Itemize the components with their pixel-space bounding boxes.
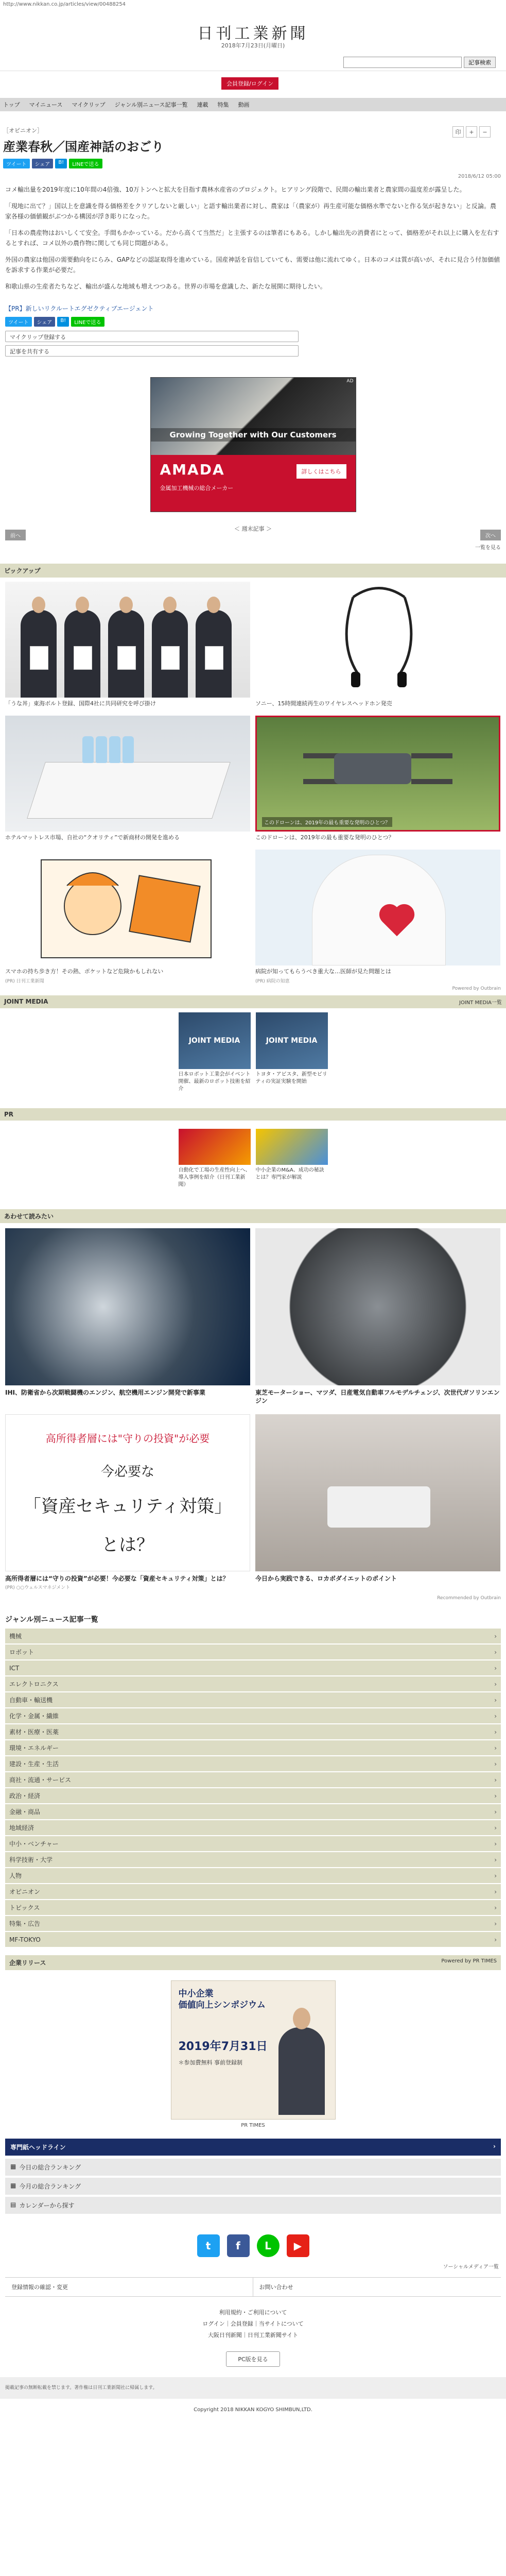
- pickup-card[interactable]: [5, 716, 250, 843]
- chevron-right-icon: ›: [494, 1712, 497, 1720]
- ad-cta-button[interactable]: 詳しくはこちら: [296, 464, 346, 479]
- genre-item[interactable]: [5, 1772, 501, 1788]
- chevron-right-icon: ›: [494, 1760, 497, 1768]
- chevron-right-icon: ›: [494, 1728, 497, 1736]
- article-paragraph: コメ輸出量を2019年度に10年間の4倍強、10万トンへと拡大を目指す農林水産省のプロジェクト。ヒアリング段階で、民間の輸出業者と農家間の温度差が露呈した。: [5, 186, 466, 193]
- facebook-share-button[interactable]: シェア: [32, 159, 54, 168]
- article-body: [0, 184, 506, 292]
- genre-label: 金融・商品: [9, 1808, 41, 1816]
- recommend-card[interactable]: [255, 1414, 500, 1590]
- genre-label: MF-TOKYO: [9, 1936, 41, 1943]
- line-share-button[interactable]: LINEで送る: [69, 159, 102, 168]
- recommend-image: [255, 1228, 500, 1385]
- genre-item[interactable]: [5, 1836, 501, 1852]
- genre-label: 素材・医療・医薬: [9, 1728, 59, 1736]
- recommend-caption[interactable]: 高所得者層には“守りの投資”が必要！今必要な「資産セキュリティ対策」とは？: [5, 1575, 229, 1582]
- pickup-header: ピックアップ: [0, 564, 506, 578]
- headline-bar-label: 専門紙ヘッドライン: [10, 2144, 66, 2151]
- article-paragraph: 「日本の農産物はおいしくて安全。手間もかかっている。だから高くて当然だ」と主張するのは筆者にもある。しかし輸出先の消費者にとって、価格差がそれ以上に購入を左右するとすれば、コメ以外の農作物に関しても同じ問題がある。: [5, 229, 499, 247]
- pickup-caption[interactable]: ホテルマットレス市場、自社の“クオリティ”で新商材の開発を進める: [5, 834, 180, 841]
- article-paragraph: 「現地に出て？」国以上を意識を得る価格差をクリアしないと厳しい」と語す輸出業者に対し、農家は「（農家が）再生産可能な価格水準でないと作る気が起きない」と反論。農家各様の価値観がぶつかる構図が浮き彫りになった。: [5, 202, 497, 220]
- pr-card[interactable]: [256, 1129, 328, 1189]
- genre-item[interactable]: [5, 1708, 501, 1724]
- youtube-icon[interactable]: ▶: [287, 2234, 309, 2257]
- genre-list: [5, 1629, 501, 1948]
- article-paragraph: 和歌山県の生産者たちなど、輸出が盛んな地域も増えつつある。世界の市場を意識した、新たな展開に期待したい。: [5, 283, 326, 290]
- pr-text: 自動化で工場の生産性向上へ、導入事例を紹介（日刊工業新聞）: [178, 1167, 251, 1188]
- share-article-button[interactable]: 記事を共有する: [5, 345, 299, 357]
- pickup-card[interactable]: [5, 850, 250, 984]
- pickup-card[interactable]: [255, 716, 500, 843]
- twitter-icon[interactable]: t: [197, 2234, 220, 2257]
- chevron-right-icon: ›: [494, 1808, 497, 1816]
- corp-release-header: [5, 1955, 501, 1970]
- next-article-button[interactable]: 次へ: [480, 530, 501, 540]
- genre-label: 中小・ベンチャー: [9, 1840, 59, 1848]
- chevron-right-icon: ›: [494, 1872, 497, 1879]
- genre-label: エレクトロニクス: [9, 1681, 59, 1688]
- genre-item[interactable]: [5, 1756, 501, 1772]
- article-date: 2018/6/12 05:00: [458, 174, 501, 179]
- ranking-icon: ▦: [10, 2163, 16, 2170]
- chevron-right-icon: ›: [494, 1840, 497, 1848]
- chevron-right-icon: ›: [494, 1920, 497, 1927]
- date-line: 2018年7月23日(月曜日): [221, 42, 285, 49]
- monthly-ranking-link[interactable]: [5, 2178, 501, 2195]
- url-text: http://www.nikkan.co.jp/articles/view/00488254: [3, 2, 126, 7]
- genre-item[interactable]: [5, 1868, 501, 1884]
- pickup-caption[interactable]: スマホの持ち歩き方！その熱、ポケットなど危険かもしれない: [5, 968, 164, 975]
- footer-nav-line[interactable]: 大阪日刊新聞｜日刊工業新聞サイト: [207, 2332, 299, 2338]
- corp-release-title: 企業リリース: [9, 1959, 46, 1967]
- pickup-caption[interactable]: このドローンは、2019年の最も重要な発明のひとつ？: [255, 834, 394, 841]
- hatena-bookmark-button[interactable]: B!: [57, 317, 69, 327]
- share-buttons-top: [3, 159, 503, 168]
- genre-item[interactable]: [5, 1660, 501, 1676]
- back-to-list-link[interactable]: 一覧を見る: [475, 545, 501, 551]
- recommend-caption[interactable]: 東芝モーターショー、マツダ、日産電気自動車フルモデルチェンジ、次世代ガソリンエンジン: [255, 1389, 500, 1404]
- joint-media-header: [0, 995, 506, 1008]
- footer-info: 掲載記事の無断転載を禁じます。著作権は日刊工業新聞社に帰属します。: [0, 2377, 506, 2399]
- joint-media-title: JOINT MEDIA: [4, 998, 48, 1005]
- genre-item[interactable]: [5, 1724, 501, 1740]
- chevron-right-icon: ›: [494, 1632, 497, 1640]
- nav-series[interactable]: 連載: [197, 101, 208, 108]
- calendar-label: カレンダーから探す: [19, 2202, 75, 2209]
- article-pager: [5, 522, 501, 551]
- member-login-button[interactable]: 会員登録/ログイン: [221, 77, 278, 90]
- chevron-right-icon: ›: [494, 1696, 497, 1704]
- share-buttons-bottom: [5, 317, 501, 327]
- genre-item[interactable]: [5, 1676, 501, 1692]
- facebook-icon[interactable]: f: [227, 2234, 250, 2257]
- cartoon-illustration: [5, 850, 250, 965]
- pickup-image: [255, 716, 500, 832]
- genre-label: ICT: [9, 1664, 20, 1672]
- ad-label: AD: [346, 379, 354, 384]
- pager-label: ＜ 週末記事 ＞: [234, 526, 272, 532]
- prev-article-button[interactable]: 前へ: [5, 530, 26, 540]
- print-icon[interactable]: 印: [452, 126, 464, 138]
- pickup-caption[interactable]: 病院が知ってもらうべき重大な…医師が見た問題とは: [255, 968, 391, 975]
- pr-cards: [0, 1129, 506, 1189]
- nav-top[interactable]: トップ: [3, 101, 20, 108]
- ad-footer: [151, 455, 356, 512]
- joint-media-text: 日本ロボット工業会がイベント開催、最新のロボット技術を紹介: [178, 1072, 251, 1092]
- twitter-share-button[interactable]: ツイート: [3, 159, 30, 168]
- chevron-right-icon: ›: [494, 1936, 497, 1943]
- pr-times-logo[interactable]: PR TIMES: [241, 2123, 265, 2128]
- genre-item[interactable]: [5, 1740, 501, 1756]
- genre-label: 機械: [9, 1633, 22, 1640]
- calendar-link[interactable]: [5, 2197, 501, 2214]
- symposium-banner[interactable]: [171, 1980, 336, 2120]
- pickup-caption[interactable]: 「うな丼」東海ボルト登録、国際4社に共同研究を呼び掛け: [5, 700, 156, 707]
- pickup-image: [5, 716, 250, 832]
- article-paragraph: 外国の農家は他国の需要動向をにらみ、GAPなどの認証取得を進めている。国産神話を盲信していても、需要は他に流れてゆく。日本のコメは質が高いが、それに見合う付加価値を訴求する作業が必要だ。: [5, 256, 500, 274]
- symposium-title: 中小企業 価値向上シンポジウム: [178, 1989, 266, 2010]
- ad-image: [151, 378, 356, 455]
- headset-icon: [255, 582, 500, 698]
- outbrain-credit[interactable]: Powered by Outbrain: [452, 986, 501, 991]
- drone-caption-overlay: このドローンは、2019年の最も重要な発明のひとつ？: [262, 817, 392, 827]
- joint-media-more-link[interactable]: JOINT MEDIA一覧: [459, 1000, 502, 1006]
- genre-label: 環境・エネルギー: [9, 1744, 59, 1752]
- monthly-ranking-label: 今月の総合ランキング: [19, 2183, 81, 2190]
- daily-ranking-link[interactable]: [5, 2159, 501, 2176]
- genre-label: 自動車・輸送機: [9, 1697, 53, 1704]
- chevron-right-icon: ›: [494, 1664, 497, 1672]
- chevron-right-icon: ›: [494, 1744, 497, 1752]
- pc-view-button[interactable]: PC版を見る: [226, 2351, 280, 2367]
- chevron-right-icon: ›: [494, 1888, 497, 1895]
- calendar-icon: ▤: [10, 2201, 16, 2208]
- pickup-card[interactable]: [5, 582, 250, 709]
- joint-media-text: トヨタ・アビスタ、新型モビリティの実証実験を開始: [255, 1072, 327, 1084]
- genre-label: 科学技術・大学: [9, 1856, 53, 1863]
- article-tools: [452, 126, 491, 138]
- genre-item[interactable]: [5, 1820, 501, 1836]
- pr-text: 中小企業のM&A、成功の秘訣とは？専門家が解説: [255, 1167, 324, 1180]
- pr-header: PR: [0, 1108, 506, 1121]
- recommend-grid: [5, 1228, 501, 1590]
- recommend-header: あわせて読みたい: [0, 1209, 506, 1223]
- nav-feature[interactable]: 特集: [217, 101, 229, 108]
- genre-item[interactable]: [5, 1788, 501, 1804]
- joint-media-logo: JOINT MEDIA: [179, 1012, 251, 1069]
- genre-label: 地域経済: [9, 1824, 34, 1832]
- nav-myclip[interactable]: マイクリップ: [72, 101, 106, 108]
- footer-links: [5, 2277, 501, 2297]
- chevron-right-icon: ›: [494, 1824, 497, 1832]
- footer-nav: [0, 2307, 506, 2341]
- recommend-card[interactable]: [5, 1228, 250, 1406]
- line-icon[interactable]: L: [257, 2234, 280, 2257]
- pr-image: [179, 1129, 251, 1165]
- chevron-right-icon: ›: [494, 1776, 497, 1784]
- symposium-sub: ＊参加費無料 事前登録制: [178, 2059, 242, 2066]
- article-category[interactable]: ［オピニオン］: [3, 127, 43, 134]
- pickup-image: [255, 850, 500, 965]
- pickup-source: (PR) 日刊工業新聞: [5, 979, 44, 984]
- joint-media-card[interactable]: [256, 1012, 328, 1093]
- corp-release-credit[interactable]: Powered by PR TIMES: [441, 1958, 497, 1964]
- genre-label: 建設・生産・生活: [9, 1760, 59, 1768]
- recommend-caption[interactable]: IHI、防衛省から次期戦闘機のエンジン、航空機用エンジン開発で新事業: [5, 1389, 205, 1396]
- genre-item[interactable]: [5, 1884, 501, 1900]
- genre-label: 人物: [9, 1872, 22, 1879]
- security-line: 高所得者層には"守りの投資"が必要: [45, 1432, 210, 1445]
- search-bar: [343, 57, 496, 68]
- pr-card[interactable]: [179, 1129, 251, 1189]
- side-links: [5, 2139, 501, 2214]
- zoom-out-icon[interactable]: −: [479, 126, 491, 138]
- copyright: Copyright 2018 NIKKAN KOGYO SHIMBUN,LTD.: [194, 2407, 312, 2413]
- recommend-image: [5, 1228, 250, 1385]
- global-nav: [0, 98, 506, 111]
- myclip-button[interactable]: マイクリップ登録する: [5, 331, 299, 342]
- pickup-grid: [5, 582, 501, 984]
- security-line: 今必要な: [100, 1464, 154, 1480]
- pickup-image: [5, 850, 250, 965]
- headline-bar[interactable]: [5, 2139, 501, 2156]
- recommend-caption[interactable]: 今日から実践できる、ロカボダイエットのポイント: [255, 1575, 397, 1582]
- security-line: とは？: [101, 1535, 154, 1555]
- ad-brand-logo: AMADA: [160, 461, 225, 478]
- contact-link[interactable]: お問い合わせ: [253, 2278, 501, 2297]
- genre-item[interactable]: [5, 1692, 501, 1708]
- daily-ranking-label: 今日の総合ランキング: [19, 2164, 81, 2171]
- genre-item[interactable]: [5, 1804, 501, 1820]
- nav-genre-list[interactable]: ジャンル別ニュース記事一覧: [114, 101, 188, 108]
- chevron-right-icon: ›: [494, 1792, 497, 1800]
- genre-item[interactable]: [5, 1932, 501, 1948]
- social-media-list-link[interactable]: ソーシャルメディア一覧: [443, 2264, 499, 2270]
- pickup-card[interactable]: [255, 582, 500, 709]
- chevron-right-icon: ›: [494, 1856, 497, 1863]
- joint-media-logo: JOINT MEDIA: [256, 1012, 328, 1069]
- recommend-image: [255, 1414, 500, 1571]
- ad-subtitle: 金属加工機械の総合メーカー: [160, 485, 234, 492]
- joint-media-card[interactable]: [179, 1012, 251, 1093]
- social-icons: [0, 2234, 506, 2257]
- recommend-image: [5, 1414, 250, 1571]
- chevron-right-icon: ›: [494, 1680, 497, 1688]
- nav-mynews[interactable]: マイニュース: [29, 101, 63, 108]
- pickup-image: [255, 582, 500, 698]
- genre-item[interactable]: [5, 1852, 501, 1868]
- search-button[interactable]: 記事検索: [464, 57, 496, 68]
- genre-title: ジャンル別ニュース記事一覧: [5, 1616, 98, 1624]
- genre-label: ロボット: [9, 1649, 34, 1656]
- pickup-card[interactable]: [255, 850, 500, 984]
- genre-item[interactable]: [5, 1916, 501, 1932]
- ad-banner[interactable]: [150, 377, 356, 512]
- genre-label: 商社・流通・サービス: [9, 1776, 72, 1784]
- main-content: [0, 126, 506, 2423]
- recommend-source: (PR) ○○ウェルスマネジメント: [5, 1585, 71, 1590]
- footer-nav-line[interactable]: 利用規約・ご利用について: [219, 2309, 287, 2316]
- pc-view-wrap: [0, 2351, 506, 2367]
- ranking-icon: ▦: [10, 2182, 16, 2189]
- pr-image: [256, 1129, 328, 1165]
- pickup-caption[interactable]: ソニー、15時間連続再生のワイヤレスヘッドホン発売: [255, 700, 392, 707]
- related-pr-link[interactable]: 【PR】新しいリクルートエグゼクティブエージェント: [5, 305, 154, 312]
- footer-nav-line[interactable]: ログイン｜会員登録｜当サイトについて: [202, 2320, 304, 2327]
- joint-media-cards: [0, 1012, 506, 1093]
- chevron-right-icon: ›: [493, 2143, 496, 2150]
- symposium-date: 2019年7月31日: [178, 2040, 268, 2053]
- pickup-image: [5, 582, 250, 698]
- pickup-source: (PR) 病院の知恵: [255, 979, 290, 984]
- recommend-card[interactable]: [255, 1228, 500, 1406]
- twitter-share-button[interactable]: ツイート: [5, 317, 32, 327]
- scale-icon: [327, 1486, 430, 1528]
- article-title: 産業春秋／国産神話のおごり: [3, 140, 164, 154]
- genre-label: 化学・金属・繊維: [9, 1713, 59, 1720]
- security-line: 「資産セキュリティ対策」: [23, 1496, 232, 1517]
- hatena-bookmark-button[interactable]: B!: [55, 159, 67, 168]
- outbrain-credit[interactable]: Recommended by Outbrain: [437, 1596, 501, 1601]
- recommend-card[interactable]: [5, 1414, 250, 1590]
- genre-label: 政治・経済: [9, 1792, 41, 1800]
- chevron-right-icon: ›: [494, 1648, 497, 1656]
- genre-item[interactable]: [5, 1629, 501, 1645]
- genre-item[interactable]: [5, 1645, 501, 1660]
- genre-label: オピニオン: [9, 1888, 41, 1895]
- search-input[interactable]: [343, 57, 462, 68]
- ad-tagline: Growing Together with Our Customers: [151, 428, 356, 442]
- line-share-button[interactable]: LINEで送る: [71, 317, 104, 327]
- chevron-right-icon: ›: [494, 1904, 497, 1911]
- zoom-in-icon[interactable]: +: [466, 126, 477, 138]
- genre-label: 特集・広告: [9, 1920, 41, 1927]
- genre-item[interactable]: [5, 1900, 501, 1916]
- site-logo[interactable]: 日刊工業新聞: [197, 25, 309, 43]
- genre-label: トピックス: [9, 1904, 40, 1911]
- facebook-share-button[interactable]: シェア: [34, 317, 56, 327]
- account-settings-link[interactable]: 登録情報の確認・変更: [5, 2278, 253, 2297]
- nav-video[interactable]: 動画: [238, 101, 250, 108]
